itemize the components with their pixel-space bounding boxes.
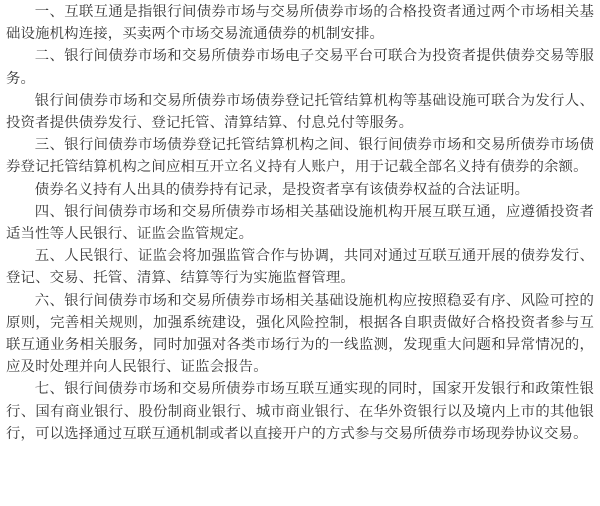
paragraph-6: 四、银行间债券市场和交易所债券市场相关基础设施机构开展互联互通，应遵循投资者适当性等人民银行、证监会监管规定。	[6, 203, 594, 243]
paragraph-9: 七、银行间债券市场和交易所债券市场互联互通实现的同时，国家开发银行和政策性银行、国有商业银行、股份制商业银行、城市商业银行、在华外资银行以及境内上市的其他银行，可以选择通过互联互通机制或者以直接开户的方式参与交易所债券市场现券协议交易。	[6, 381, 594, 442]
paragraph-4: 三、银行间债券市场债券登记托管结算机构之间、银行间债券市场和交易所债券市场债券登记托管结算机构之间应相互开立名义持有人账户，用于记载全部名义持有债券的余额。	[6, 137, 594, 176]
paragraph-2: 二、银行间债券市场和交易所债券市场电子交易平台可联合为投资者提供债券交易等服务。	[6, 48, 594, 87]
paragraph-3: 银行间债券市场和交易所债券市场债券登记托管结算机构等基础设施可联合为发行人、投资者提供债券发行、登记托管、清算结算、付息兑付等服务。	[6, 92, 594, 132]
paragraph-1: 一、互联互通是指银行间债券市场与交易所债券市场的合格投资者通过两个市场相关基础设施机构连接，买卖两个市场交易流通债券的机制安排。	[6, 4, 594, 43]
paragraph-8: 六、银行间债券市场和交易所债券市场相关基础设施机构应按照稳妥有序、风险可控的原则，完善相关规则，加强系统建设，强化风险控制，根据各自职责做好合格投资者参与互联互通业务相关服务，同时加强对各类市场行为的一线监测，发现重大问题和异常情况的，应及时处理并向人民银行、证监会报告。	[6, 292, 594, 376]
paragraph-7: 五、人民银行、证监会将加强监管合作与协调，共同对通过互联互通开展的债券发行、登记、交易、托管、清算、结算等行为实施监督管理。	[6, 248, 594, 287]
paragraph-5: 债券名义持有人出具的债券持有记录，是投资者享有该债券权益的合法证明。	[34, 181, 530, 198]
